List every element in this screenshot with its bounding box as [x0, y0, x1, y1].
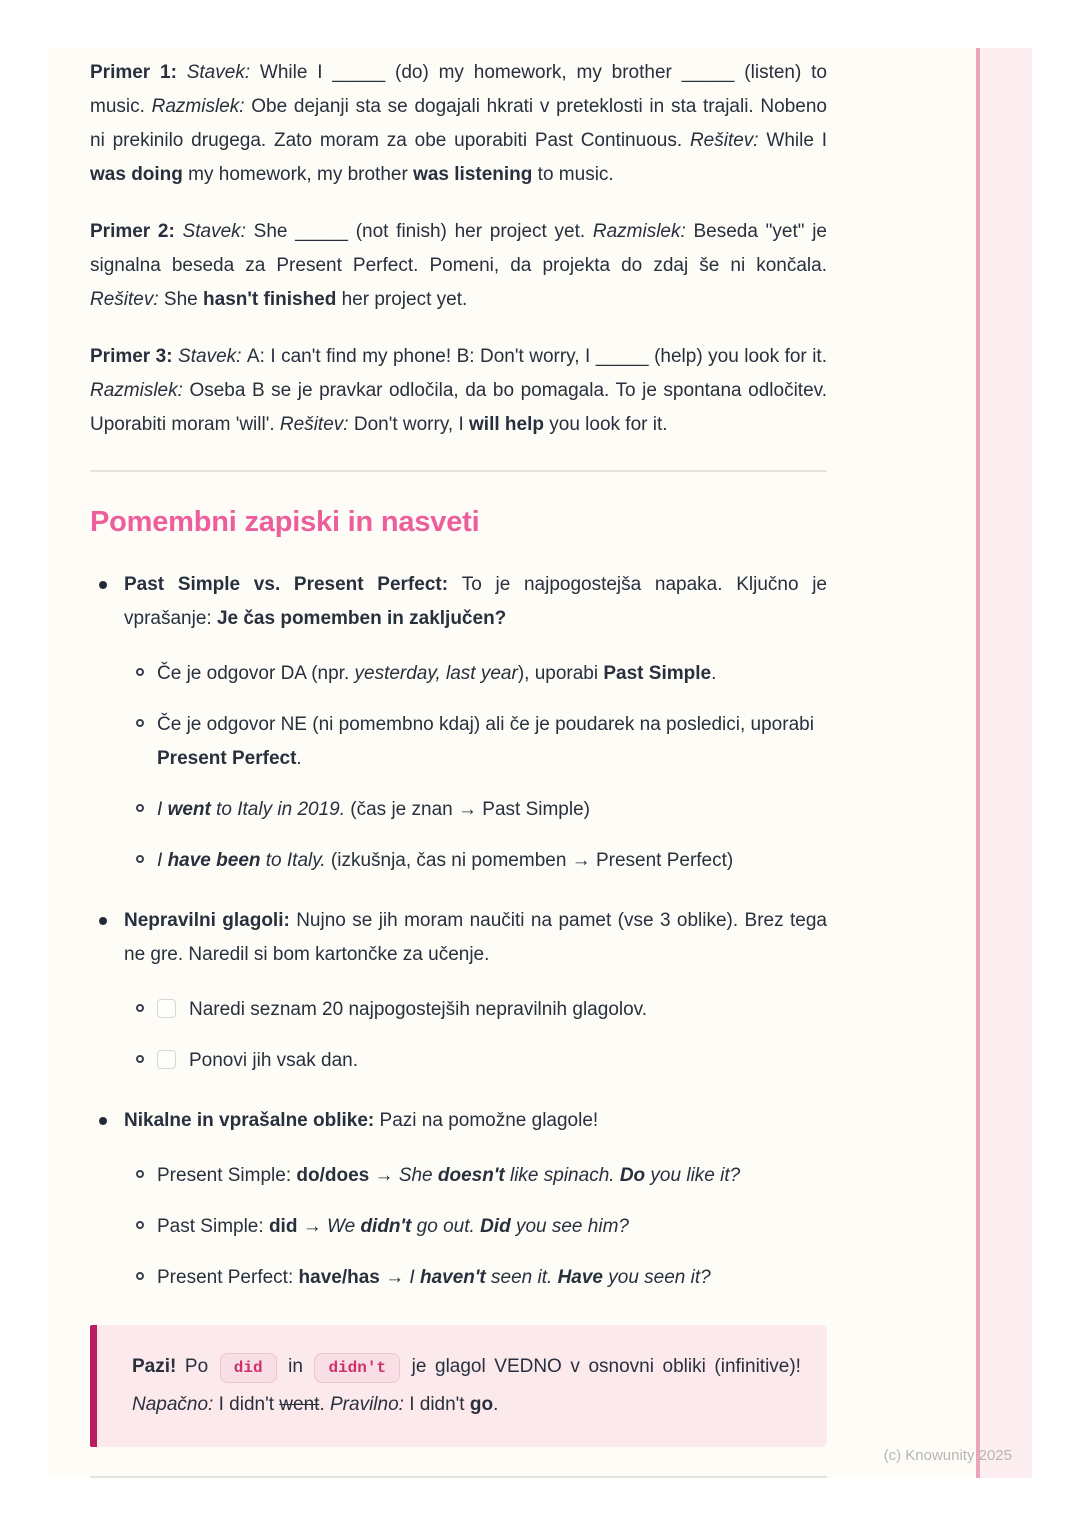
sub-bullet-item	[124, 1159, 827, 1193]
code-badge: did	[220, 1353, 277, 1383]
text-segment: to music.	[532, 164, 614, 185]
text-segment: go out.	[411, 1216, 481, 1237]
text-segment: Je čas pomemben in zaključen?	[216, 608, 507, 629]
bullet-icon	[99, 917, 107, 925]
code-badge: didn't	[314, 1353, 400, 1383]
text-segment: Primer 3:	[90, 346, 179, 367]
text-segment: Pravilno:	[330, 1394, 404, 1415]
notes-list	[90, 568, 827, 1295]
text-segment: →	[369, 1165, 399, 1186]
todo-item	[124, 1044, 827, 1078]
note-text	[124, 1104, 827, 1138]
text-segment: Rešitev:	[689, 130, 767, 151]
text-segment: to Italy.	[260, 850, 326, 871]
text-segment: Stavek:	[178, 346, 247, 367]
text-segment: She	[398, 1165, 438, 1186]
text-segment: .	[319, 1394, 330, 1415]
text-segment: seen it.	[485, 1267, 558, 1288]
text-segment: you see him?	[510, 1216, 629, 1237]
margin-stripe	[980, 48, 1032, 1478]
text-segment: will help	[469, 414, 544, 435]
sub-item-text	[157, 1210, 827, 1244]
text-segment: Razmislek:	[592, 221, 694, 242]
text-segment: hasn't finished	[203, 289, 337, 310]
text-segment: yesterday, last year	[354, 663, 518, 684]
examples-section	[90, 56, 827, 442]
copyright: (c) Knowunity 2025	[883, 1447, 1012, 1464]
sub-bullet-item	[124, 844, 827, 878]
text-segment: Don't worry, I	[353, 414, 470, 435]
warning-callout	[90, 1325, 827, 1447]
sub-item-text	[157, 708, 827, 776]
text-segment: you seen it?	[602, 1267, 711, 1288]
example-paragraph	[90, 215, 827, 317]
note-item	[90, 904, 827, 1078]
note-text	[124, 568, 827, 636]
example-paragraph	[90, 340, 827, 442]
text-segment: →	[379, 1267, 410, 1288]
text-segment: went	[279, 1394, 320, 1415]
text-segment: While I	[766, 130, 827, 151]
todo-item	[124, 993, 827, 1027]
text-segment: We	[327, 1216, 361, 1237]
sub-item-text	[157, 793, 827, 827]
sub-bullet-item	[124, 657, 827, 691]
text-segment: .	[493, 1394, 499, 1415]
text-segment: To je najpogostejša napaka. Ključno je vprašanje:	[124, 574, 827, 629]
text-segment: Primer 1:	[90, 62, 187, 83]
circle-bullet-icon	[136, 1221, 144, 1229]
text-segment: She	[163, 289, 204, 310]
sub-list	[124, 657, 827, 878]
text-segment: do/does	[296, 1165, 370, 1186]
sub-item-text: Naredi seznam 20 najpogostejših nepravilnih glagolov.	[189, 999, 648, 1020]
text-segment: Did	[480, 1216, 511, 1237]
circle-bullet-icon	[136, 1272, 144, 1280]
text-segment: like spinach.	[504, 1165, 620, 1186]
circle-bullet-icon	[136, 1055, 144, 1063]
example-paragraph	[90, 56, 827, 192]
note-item	[90, 1104, 827, 1295]
circle-bullet-icon	[136, 804, 144, 812]
document-page	[48, 48, 1032, 1478]
text-segment: Pazi!	[132, 1356, 177, 1377]
text-segment: (čas je znan → Past Simple)	[345, 799, 590, 820]
sub-item-text	[157, 1261, 827, 1295]
text-segment: you like it?	[645, 1165, 741, 1186]
sub-item-text	[157, 844, 827, 878]
bullet-icon	[99, 1117, 107, 1125]
text-segment: Če je odgovor DA (npr.	[157, 663, 355, 684]
text-segment: ), uporabi	[517, 663, 604, 684]
checkbox[interactable]	[157, 1050, 176, 1069]
text-segment: Razmislek:	[151, 96, 252, 117]
text-segment: je glagol VEDNO v osnovni obliki (infinitive)!	[403, 1356, 801, 1377]
text-segment: Pazi na pomožne glagole!	[379, 1110, 599, 1131]
text-segment: Rešitev:	[279, 414, 354, 435]
text-segment: haven't	[419, 1267, 486, 1288]
callout-text	[132, 1356, 801, 1415]
text-segment: Napačno:	[132, 1394, 214, 1415]
circle-bullet-icon	[136, 1004, 144, 1012]
sub-item-text	[157, 1159, 827, 1193]
margin-line	[976, 48, 980, 1478]
sub-bullet-item	[124, 708, 827, 776]
text-segment: I	[157, 850, 168, 871]
text-segment: you look for it.	[543, 414, 668, 435]
text-segment: .	[711, 663, 717, 684]
text-segment: Present Simple:	[157, 1165, 297, 1186]
bullet-icon	[99, 581, 107, 589]
text-segment: Po	[176, 1356, 217, 1377]
text-segment: Nikalne in vprašalne oblike:	[124, 1110, 380, 1131]
text-segment: in	[279, 1356, 312, 1377]
text-segment: my homework, my brother	[182, 164, 414, 185]
text-segment: Nujno se jih moram naučiti na pamet (vse 3 oblike). Brez tega ne gre. Naredil si bom kartončke za učenje.	[124, 910, 827, 965]
page-content	[48, 48, 827, 1478]
text-segment: have been	[167, 850, 261, 871]
sub-item-text: Ponovi jih vsak dan.	[189, 1050, 358, 1071]
text-segment: (izkušnja, čas ni pomemben → Present Perfect)	[325, 850, 734, 871]
text-segment: I didn't	[403, 1394, 470, 1415]
text-segment: She _____ (not finish) her project yet.	[253, 221, 593, 242]
text-segment: to Italy in 2019.	[210, 799, 345, 820]
text-segment: Oseba B se je pravkar odločila, da bo pomagala. To je spontana odločitev. Uporabiti moram 'will'.	[90, 380, 828, 435]
text-segment: Past Simple	[603, 663, 712, 684]
circle-bullet-icon	[136, 719, 144, 727]
text-segment: Rešitev:	[90, 289, 164, 310]
text-segment: went	[167, 799, 211, 820]
text-segment: Do	[619, 1165, 646, 1186]
note-text	[124, 904, 827, 972]
text-segment: Have	[557, 1267, 603, 1288]
text-segment: her project yet.	[336, 289, 468, 310]
text-segment: Beseda "yet" je signalna beseda za Present Perfect. Pomeni, da projekta do zdaj še ni končala.	[90, 221, 827, 276]
text-segment: Stavek:	[186, 62, 260, 83]
text-segment: →	[297, 1216, 327, 1237]
section-heading: Pomembni zapiski in nasveti	[90, 506, 480, 538]
text-segment: Present Perfect	[157, 748, 297, 769]
checkbox[interactable]	[157, 999, 176, 1018]
text-segment: A: I can't find my phone! B: Don't worry, I _____ (help) you look for it.	[246, 346, 827, 367]
circle-bullet-icon	[136, 1170, 144, 1178]
circle-bullet-icon	[136, 855, 144, 863]
note-item	[90, 568, 827, 878]
divider	[90, 470, 827, 472]
text-segment: .	[296, 748, 302, 769]
sub-list	[124, 1159, 827, 1295]
text-segment: was listening	[413, 164, 533, 185]
text-segment: Present Perfect:	[157, 1267, 299, 1288]
text-segment: Primer 2:	[90, 221, 183, 242]
sub-bullet-item	[124, 793, 827, 827]
sub-item-text	[157, 657, 827, 691]
divider	[90, 1476, 827, 1478]
text-segment: have/has	[298, 1267, 380, 1288]
text-segment: Stavek:	[182, 221, 254, 242]
text-segment: I didn't	[213, 1394, 280, 1415]
text-segment: I	[409, 1267, 420, 1288]
sub-bullet-item	[124, 1210, 827, 1244]
text-segment: Obe dejanji sta se dogajali hkrati v preteklosti in sta trajali. Nobeno ni prekinilo drugega. Zato moram za obe uporabiti Past Continuous.	[90, 96, 827, 151]
text-segment: Nepravilni glagoli:	[124, 910, 297, 931]
text-segment: didn't	[360, 1216, 412, 1237]
text-segment: go	[469, 1394, 494, 1415]
text-segment: Razmislek:	[90, 380, 190, 401]
circle-bullet-icon	[136, 668, 144, 676]
text-segment: Past Simple:	[157, 1216, 269, 1237]
text-segment: doesn't	[437, 1165, 505, 1186]
sub-list	[124, 993, 827, 1078]
text-segment: While I _____ (do) my homework, my brother _____ (listen) to music.	[90, 62, 827, 117]
text-segment: I	[157, 799, 168, 820]
sub-bullet-item	[124, 1261, 827, 1295]
text-segment: did	[268, 1216, 298, 1237]
text-segment: was doing	[90, 164, 183, 185]
text-segment: Če je odgovor NE (ni pomembno kdaj) ali če je poudarek na posledici, uporabi	[157, 714, 814, 735]
text-segment: Past Simple vs. Present Perfect:	[124, 574, 462, 595]
